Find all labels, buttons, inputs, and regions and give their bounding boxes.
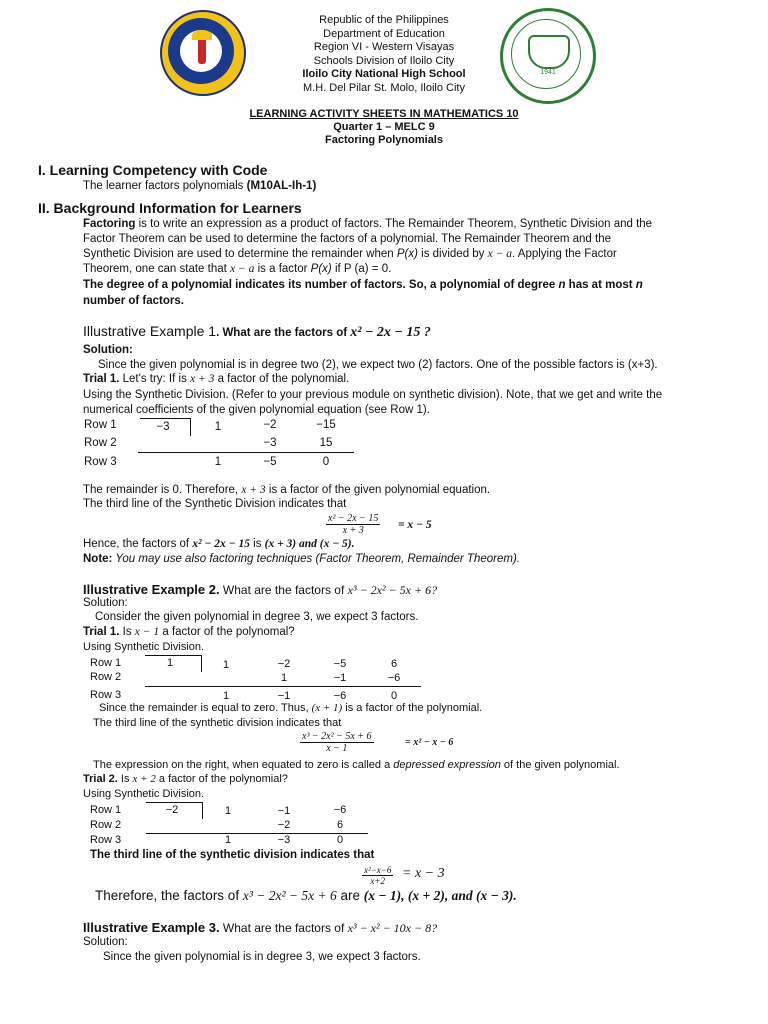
math-expr: x + 3 [190,373,215,385]
degree-note: The degree of a polynomial indicates its number of factors. So, a polynomial of degree [83,279,559,291]
math-expr: n [558,279,566,291]
sheet-title: LEARNING ACTIVITY SHEETS IN MATHEMATICS 10 [249,108,519,120]
trial-label: Trial 1. [83,373,120,385]
table-cell: −3 [263,437,277,449]
paragraph-text: Hence, the factors of [83,538,193,550]
math-expr: (x + 1) [311,702,343,714]
hence-line [83,538,355,550]
math-expr: x − a [487,248,513,260]
third-line-text: The third line of the synthetic division indicates that [90,849,375,861]
instruction-line: Using Synthetic Division. [83,641,205,653]
paragraph-text: of the given polynomial. [500,759,620,771]
trial-1-line [83,373,349,385]
paragraph-text: is [249,538,265,550]
paragraph-text: Since the remainder is equal to zero. Thus, [99,702,312,714]
table-cell: 1 [222,659,230,671]
quotient-result: = x − 5 [398,519,432,531]
math-expr: x + 2 [132,773,156,785]
example-1-question: . What are the factors of [216,327,351,339]
example-1-title: Illustrative Example 1 [83,323,217,339]
trial-text: a factor of the polynomial? [155,773,288,785]
letterhead-line: Department of Education [323,27,445,40]
note-line [83,553,520,565]
depressed-expression-line [93,759,620,771]
third-line-text: The third line of the synthetic division indicates that [93,717,342,729]
factors-result: (x − 1), (x + 2), and (x − 3). [363,888,517,903]
quotient-fraction [300,731,374,754]
table-cell: −2 [263,419,277,431]
paragraph-text: Theorem, one can state that [83,263,231,275]
third-line-text: The third line of the Synthetic Division indicates that [83,498,347,510]
paragraph-text: if [331,263,344,275]
table-cell: 0 [322,456,330,468]
solution-label: Solution: [83,344,133,356]
table-cell: −15 [316,419,336,431]
table-cell: 1 [214,421,222,433]
school-address: M.H. Del Pilar St. Molo, Iloilo City [303,81,465,94]
math-expr: x − a [230,263,255,275]
table-cell: −6 [333,690,347,702]
table-cell: −5 [263,456,277,468]
table-cell: −6 [333,804,347,816]
table-cell: 0 [336,834,344,846]
table-cell: −1 [333,672,347,684]
seal-year: 1941 [540,69,556,76]
table-cell: −3 [277,834,291,846]
trial-text: a factor of the polynomal? [159,626,295,638]
degree-note: has at most [565,279,636,291]
table-cell: 1 [214,456,222,468]
solution-label: Solution: [83,936,128,948]
math-expr: P (a) = 0. [343,263,392,275]
divisor-cell: 1 [166,657,174,669]
competency-code: (M10AL-Ih-1) [246,180,317,192]
school-emblem-icon [528,35,570,69]
row-label: Row 3 [84,456,117,468]
trial-1-line [83,626,295,638]
table-cell: −6 [387,672,401,684]
instruction-text [83,388,662,417]
math-expr: P(x) [310,263,332,275]
paragraph-text: Factor Theorem can be used to determine the factors of a polynomial. The Remainder Theorem and the [83,233,612,245]
table-cell: 1 [222,690,230,702]
fraction-denominator: x + 3 [342,525,364,536]
paragraph-text: are [336,888,364,903]
paragraph-text: is divided by [417,248,488,260]
math-expr: x² − 2x − 15 [192,538,250,550]
table-cell: 1 [280,672,288,684]
instruction-line: numerical coefficients of the given polynomial equation (see Row 1). [83,403,430,416]
instruction-line: Using Synthetic Division. [83,788,205,800]
trial-label: Trial 2. [83,773,118,785]
example-2-solution-text: Consider the given polynomial in degree 3, we expect 3 factors. [95,611,419,623]
table-cell: −2 [277,819,291,831]
example-2-question: What are the factors of [219,583,348,597]
trial-text: Let's try: If is [119,373,191,385]
trial-2-line [83,773,288,785]
example-1-solution-text: Since the given polynomial is in degree two (2), we expect two (2) factors. One of the possible factors is (x+3). [98,359,658,371]
quotient-fraction [362,865,393,886]
fraction-numerator: x² − 2x − 15 [328,513,379,524]
trial-label: Trial 1. [83,626,120,638]
deped-seal [160,10,246,96]
table-cell: 15 [319,437,333,449]
fraction-numerator: x³ − 2x² − 5x + 6 [302,731,372,742]
table-cell: 6 [336,819,344,831]
example-3-poly: x³ − x² − 10x − 8? [347,921,438,935]
paragraph-text: is a factor of the given polynomial equation. [265,484,491,496]
competency-label: The learner factors polynomials [83,180,244,192]
example-1-heading [83,323,431,341]
trial-text: Is [117,773,133,785]
divisor-cell: −3 [156,421,170,433]
remainder-line [83,484,490,496]
table-cell: 6 [390,658,398,670]
quotient-result: = x² − x − 6 [405,737,454,748]
instruction-line: Using the Synthetic Division. (Refer to your previous module on synthetic division). Note, that we get and write the [83,389,663,401]
row-label: Row 3 [90,834,122,846]
quarter-label: Quarter 1 – MELC 9 [333,121,435,133]
background-paragraph [83,217,733,309]
example-3-heading [83,920,437,936]
therefore-line [95,888,517,904]
fraction-numerator: x²−x−6 [364,865,392,875]
paragraph-text: Synthetic Division are used to determine the remainder when [83,248,397,260]
section-1-heading: I. Learning Competency with Code [38,162,268,178]
table-cell: −1 [277,690,291,702]
trial-text: a factor of the polynomial. [214,373,350,385]
table-cell: 1 [224,805,232,817]
note-text: You may use also factoring techniques (Factor Theorem, Remainder Theorem). [112,553,520,565]
paragraph-text: is a factor [254,263,311,275]
school-name: Iloilo City National High School [302,68,466,80]
paragraph-text: The expression on the right, when equated to zero is called a [93,759,394,771]
solution-label: Solution: [83,597,128,609]
math-expr: x − 1 [134,626,160,638]
row-label: Row 2 [84,437,117,449]
table-cell: 1 [224,834,232,846]
quotient-result: = x − 3 [402,866,445,881]
letterhead [240,14,528,95]
row-label: Row 2 [90,819,122,831]
row-label: Row 3 [90,689,122,701]
term-italic: depressed expression [393,759,501,771]
paragraph-text: is to write an expression as a product of factors. The Remainder Theorem, Synthetic Division and the [135,218,653,230]
row-label: Row 1 [90,657,122,669]
section-2-heading: II. Background Information for Learners [38,200,302,216]
example-3-title: Illustrative Example 3. [83,920,220,935]
factoring-term: Factoring [83,218,136,230]
degree-note: number of factors. [83,295,184,307]
example-2-heading [83,582,437,598]
row-label: Row 2 [90,671,122,683]
math-expr: P(x) [396,248,418,260]
fraction-denominator: x − 1 [326,743,348,754]
letterhead-line: Republic of the Philippines [319,14,449,26]
table-cell: −2 [277,658,291,670]
example-2-title: Illustrative Example 2. [83,582,220,597]
school-seal [500,8,596,104]
example-3-question: What are the factors of [219,921,348,935]
competency-text [83,180,316,192]
paragraph-text: . Applying the Factor [512,248,617,260]
math-expr: n [635,279,643,291]
note-label: Note: [83,553,113,565]
trial-text: Is [119,626,135,638]
paragraph-text: Therefore, the factors of [95,888,243,903]
letterhead-line: Schools Division of Iloilo City [313,54,455,67]
row-label: Row 1 [84,419,117,431]
topic-label: Factoring Polynomials [325,134,443,146]
since-line [99,702,482,714]
divisor-cell: −2 [165,804,179,816]
example-3-solution-text: Since the given polynomial is in degree 3, we expect 3 factors. [103,951,421,963]
paragraph-text: The remainder is 0. Therefore, [83,484,242,496]
paragraph-text: is a factor of the polynomial. [342,702,483,714]
row-label: Row 1 [90,804,122,816]
math-expr: x + 3 [241,484,266,496]
quotient-fraction [326,513,380,536]
example-1-poly: x² − 2x − 15 ? [350,325,431,340]
example-2-poly: x³ − 2x² − 5x + 6? [347,583,438,597]
factors-result: (x + 3) and (x − 5). [264,538,355,550]
table-cell: −1 [277,805,291,817]
table-cell: 0 [390,690,398,702]
math-expr: x³ − 2x² − 5x + 6 [242,888,337,903]
fraction-denominator: x+2 [370,876,385,886]
table-cell: −5 [333,658,347,670]
letterhead-line: Region VI - Western Visayas [313,41,455,53]
